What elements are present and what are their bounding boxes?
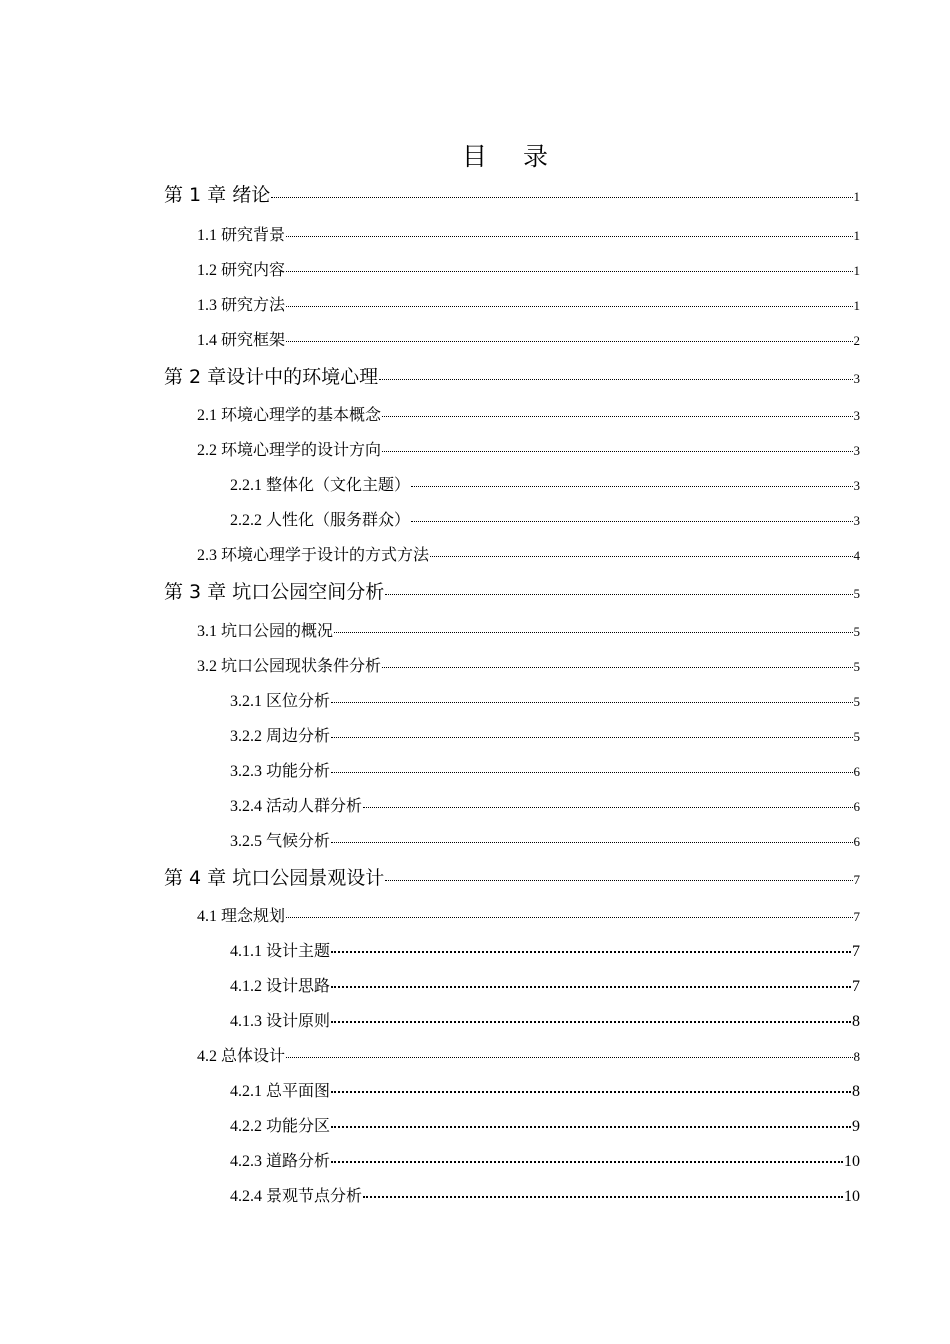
dot-leader (331, 772, 852, 773)
toc-page-number: 10 (844, 1188, 860, 1205)
toc-page-number: 6 (853, 799, 860, 814)
toc-entry-label: 3.2.5 气候分析 (230, 833, 331, 850)
toc-page-number: 3 (853, 408, 860, 423)
dot-leader (331, 1091, 851, 1093)
toc-entry-4-1-2[interactable] (230, 973, 860, 996)
toc-page-number: 3 (853, 443, 860, 458)
toc-entry-ch4[interactable] (164, 863, 860, 890)
toc-entry-3-2[interactable] (197, 653, 860, 676)
toc-entry-4-2[interactable] (197, 1043, 860, 1066)
toc-page-number: 1 (853, 298, 860, 313)
toc-entry-label: 2.3 环境心理学于设计的方式方法 (197, 547, 430, 564)
toc-page-number: 7 (853, 909, 860, 924)
dot-leader (286, 236, 852, 237)
dot-leader (331, 951, 851, 953)
toc-page-number: 5 (853, 659, 860, 674)
toc-entry-label: 第 3 章 坑口公园空间分析 (164, 581, 385, 603)
dot-leader (379, 379, 852, 380)
toc-page-number: 3 (853, 478, 860, 493)
toc-entry-label: 2.2.2 人性化（服务群众） (230, 512, 411, 529)
dot-leader (411, 486, 852, 487)
toc-entry-label: 2.1 环境心理学的基本概念 (197, 407, 382, 424)
toc-page-number: 1 (853, 263, 860, 278)
dot-leader (271, 197, 852, 198)
dot-leader (286, 1057, 852, 1058)
toc-page-number: 4 (853, 548, 860, 563)
toc-entry-label: 3.2.4 活动人群分析 (230, 798, 363, 815)
toc-entry-label: 第 2 章设计中的环境心理 (164, 366, 379, 388)
toc-entry-2-1[interactable] (197, 402, 860, 425)
toc-entry-3-2-4[interactable] (230, 793, 860, 816)
toc-entry-4-2-3[interactable] (230, 1148, 860, 1171)
toc-entry-2-2-1[interactable] (230, 472, 860, 495)
toc-page-number: 7 (852, 943, 860, 960)
toc-page-number: 5 (853, 586, 860, 601)
toc-page-number: 3 (853, 513, 860, 528)
toc-entry-1-3[interactable] (197, 292, 860, 315)
toc-page-number: 1 (853, 189, 860, 204)
toc-page-number: 3 (853, 371, 860, 386)
dot-leader (286, 341, 852, 342)
dot-leader (331, 702, 852, 703)
toc-entry-label: 1.3 研究方法 (197, 297, 286, 314)
toc-page-number: 8 (852, 1013, 860, 1030)
toc-entry-label: 4.2.2 功能分区 (230, 1118, 331, 1135)
dot-leader (382, 416, 852, 417)
toc-entry-label: 3.1 坑口公园的概况 (197, 623, 334, 640)
toc-entry-3-2-2[interactable] (230, 723, 860, 746)
toc-entry-ch1[interactable] (164, 180, 860, 207)
dot-leader (331, 737, 852, 738)
toc-entry-ch2[interactable] (164, 362, 860, 389)
dot-leader (286, 306, 852, 307)
toc-entry-label: 1.1 研究背景 (197, 227, 286, 244)
toc-entry-4-2-1[interactable] (230, 1078, 860, 1101)
toc-page-number: 8 (853, 1049, 860, 1064)
toc-entry-label: 4.1 理念规划 (197, 908, 286, 925)
toc-entry-2-2[interactable] (197, 437, 860, 460)
toc-page-number: 5 (853, 729, 860, 744)
toc-entry-1-4[interactable] (197, 327, 860, 350)
toc-entry-label: 3.2.1 区位分析 (230, 693, 331, 710)
toc-entry-label: 4.2 总体设计 (197, 1048, 286, 1065)
dot-leader (382, 451, 852, 452)
toc-entry-label: 2.2.1 整体化（文化主题） (230, 477, 411, 494)
toc-entry-label: 1.2 研究内容 (197, 262, 286, 279)
toc-entry-label: 第 1 章 绪论 (164, 184, 271, 206)
toc-page-number: 5 (853, 624, 860, 639)
dot-leader (331, 986, 851, 988)
toc-page-number: 1 (853, 228, 860, 243)
toc-page-number: 6 (853, 834, 860, 849)
toc-entry-4-1-3[interactable] (230, 1008, 860, 1031)
toc-entry-3-1[interactable] (197, 618, 860, 641)
toc-entry-1-1[interactable] (197, 222, 860, 245)
toc-entry-2-2-2[interactable] (230, 507, 860, 530)
dot-leader (286, 271, 852, 272)
toc-entry-4-2-4[interactable] (230, 1183, 860, 1206)
dot-leader (411, 521, 852, 522)
toc-entry-label: 4.2.1 总平面图 (230, 1083, 331, 1100)
dot-leader (331, 1021, 851, 1023)
dot-leader (382, 667, 852, 668)
dot-leader (331, 1161, 843, 1163)
dot-leader (430, 556, 852, 557)
toc-entry-label: 3.2.3 功能分析 (230, 763, 331, 780)
toc-entry-3-2-5[interactable] (230, 828, 860, 851)
toc-entry-ch3[interactable] (164, 577, 860, 604)
toc-entry-3-2-1[interactable] (230, 688, 860, 711)
toc-page-number: 7 (853, 872, 860, 887)
toc-entry-label: 4.1.1 设计主题 (230, 943, 331, 960)
toc-page-number: 5 (853, 694, 860, 709)
dot-leader (363, 807, 852, 808)
dot-leader (385, 594, 852, 595)
toc-entry-4-1[interactable] (197, 903, 860, 926)
dot-leader (331, 842, 852, 843)
toc-entry-3-2-3[interactable] (230, 758, 860, 781)
toc-entry-label: 3.2 坑口公园现状条件分析 (197, 658, 382, 675)
toc-entry-label: 2.2 环境心理学的设计方向 (197, 442, 382, 459)
toc-page-number: 7 (852, 978, 860, 995)
toc-page-number: 2 (853, 333, 860, 348)
toc-entry-4-1-1[interactable] (230, 938, 860, 961)
toc-title: 目 录 (462, 142, 562, 171)
toc-entry-2-3[interactable] (197, 542, 860, 565)
dot-leader (331, 1126, 851, 1128)
toc-entry-label: 4.2.4 景观节点分析 (230, 1188, 363, 1205)
toc-page-number: 9 (852, 1118, 860, 1135)
toc-entry-label: 1.4 研究框架 (197, 332, 286, 349)
dot-leader (363, 1196, 843, 1198)
toc-entry-1-2[interactable] (197, 257, 860, 280)
toc-entry-label: 第 4 章 坑口公园景观设计 (164, 867, 385, 889)
toc-page-number: 8 (852, 1083, 860, 1100)
toc-entry-4-2-2[interactable] (230, 1113, 860, 1136)
toc-entry-label: 4.1.3 设计原则 (230, 1013, 331, 1030)
dot-leader (334, 632, 852, 633)
dot-leader (286, 917, 852, 918)
toc-entry-label: 4.2.3 道路分析 (230, 1153, 331, 1170)
toc-page-number: 6 (853, 764, 860, 779)
toc-entry-label: 4.1.2 设计思路 (230, 978, 331, 995)
toc-page-number: 10 (844, 1153, 860, 1170)
toc-entry-label: 3.2.2 周边分析 (230, 728, 331, 745)
dot-leader (385, 880, 852, 881)
